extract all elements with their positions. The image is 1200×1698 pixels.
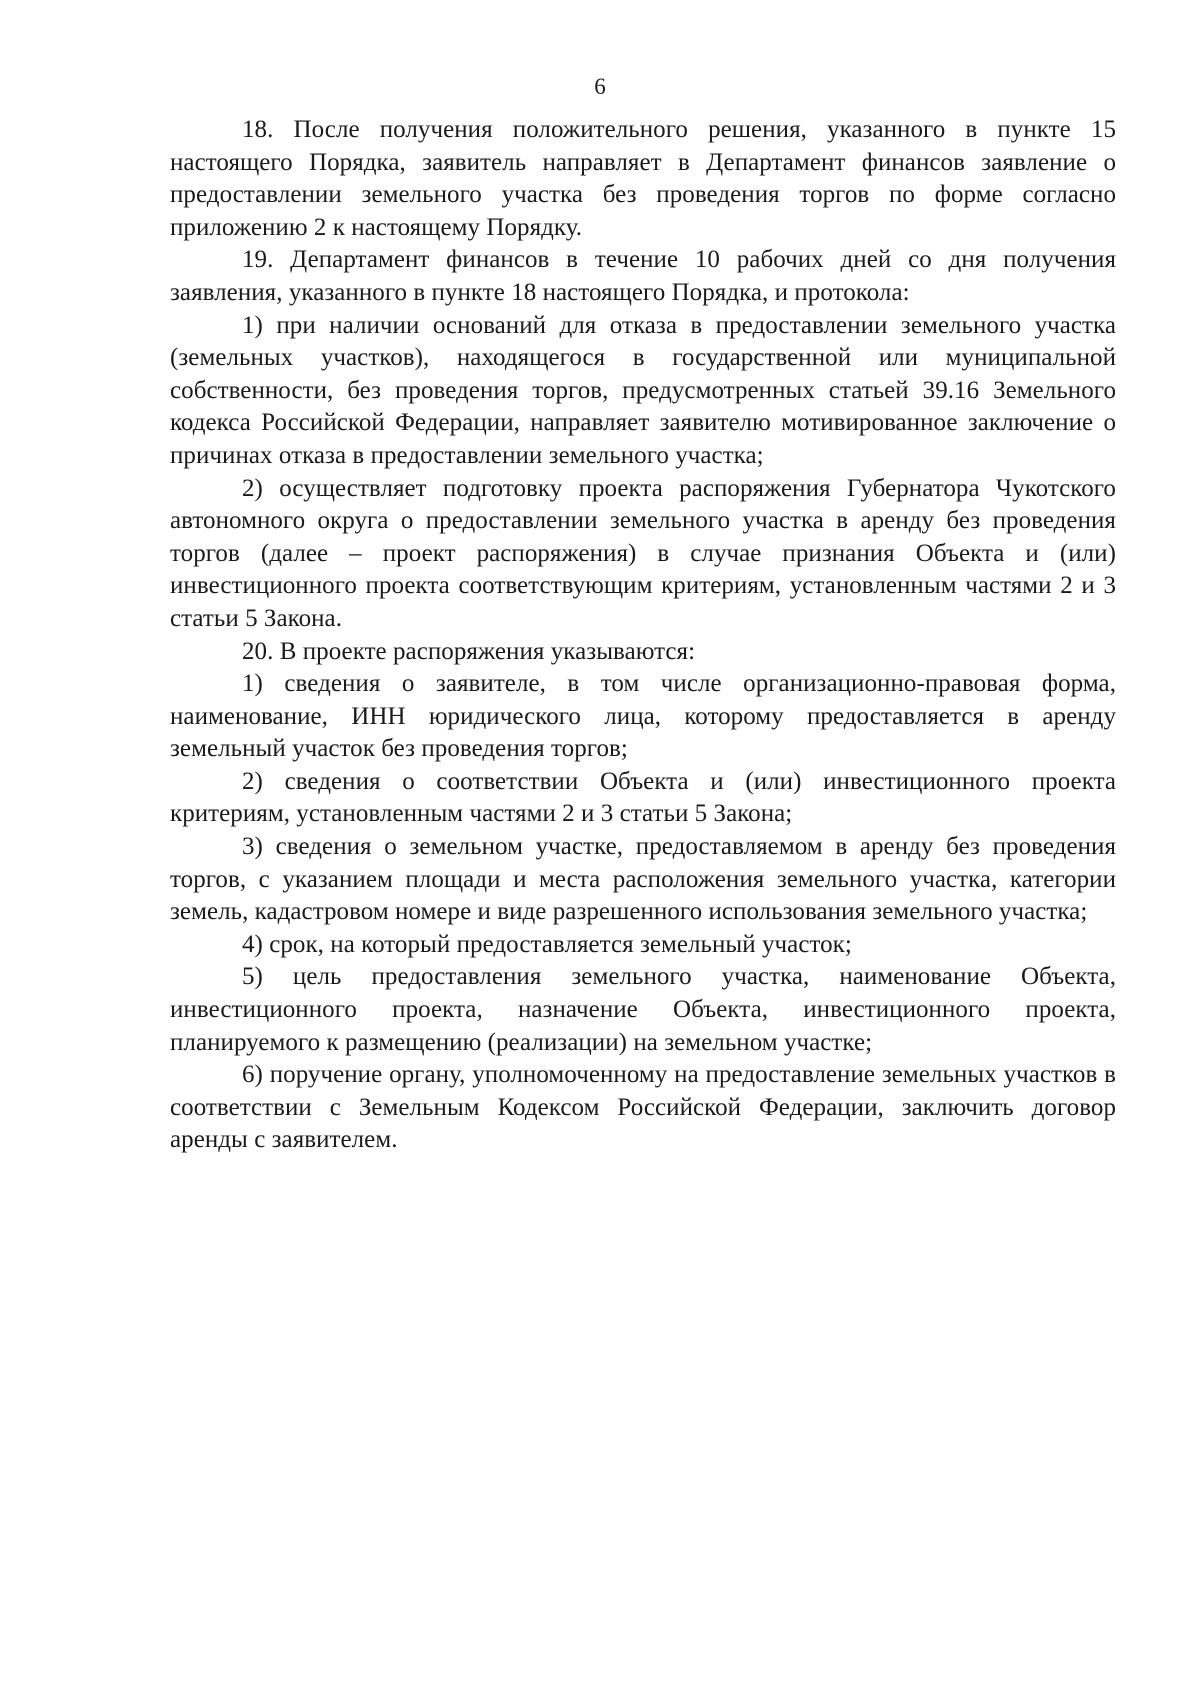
paragraph-19: 19. Департамент финансов в течение 10 рабочих дней со дня получения заявления, указанного в пункте 18 настоящего Порядка, и протокола: <box>170 246 1116 306</box>
paragraph-20-item-1: 1) сведения о заявителе, в том числе организационно-правовая форма, наименование, ИНН юридического лица, которому предоставляется в аренду земельный участок без проведения торгов; <box>170 670 1116 763</box>
paragraph-18: 18. После получения положительного решения, указанного в пункте 15 настоящего Порядка, заявитель направляет в Департамент финансов заявление о предоставлении земельного участка без проведения торгов по форме согласно приложению 2 к настоящему Порядку. <box>170 116 1116 241</box>
paragraph-20-item-5: 5) цель предоставления земельного участка, наименование Объекта, инвестиционного проекта, назначение Объекта, инвестиционного проекта, планируемого к размещению (реализации) на земельном участке; <box>170 963 1116 1056</box>
paragraph-20-item-6: 6) поручение органу, уполномоченному на предоставление земельных участков в соответствии с Земельным Кодексом Российской Федерации, заключить договор аренды с заявителем. <box>170 1061 1116 1154</box>
page-number: 6 <box>594 74 606 99</box>
paragraph-20-item-2: 2) сведения о соответствии Объекта и (или) инвестиционного проекта критериям, установленным частями 2 и 3 статьи 5 Закона; <box>170 767 1116 828</box>
paragraph-19-item-1: 1) при наличии оснований для отказа в предоставлении земельного участка (земельных участков), находящегося в государственной или муниципальной собственности, без проведения торгов, предусмотренных статьей 39.16 Земельного кодекса Российской Федерации, направляет заявителю мотивированное заключение о причинах отказа в предоставлении земельного участка; <box>170 311 1116 469</box>
paragraph-20: 20. В проекте распоряжения указываются: <box>242 637 696 665</box>
document-body <box>170 114 1116 1157</box>
paragraph-20-item-4: 4) срок, на который предоставляется земельный участок; <box>242 930 852 958</box>
paragraph-19-item-2: 2) осуществляет подготовку проекта распоряжения Губернатора Чукотского автономного округа о предоставлении земельного участка в аренду без проведения торгов (далее – проект распоряжения) в случае признания Объекта и (или) инвестиционного проекта соответствующим критериям, установленным частями 2 и 3 статьи 5 Закона. <box>170 474 1116 632</box>
paragraph-20-item-3: 3) сведения о земельном участке, предоставляемом в аренду без проведения торгов, с указанием площади и места расположения земельного участка, категории земель, кадастровом номере и виде разрешенного использования земельного участка; <box>170 833 1116 926</box>
